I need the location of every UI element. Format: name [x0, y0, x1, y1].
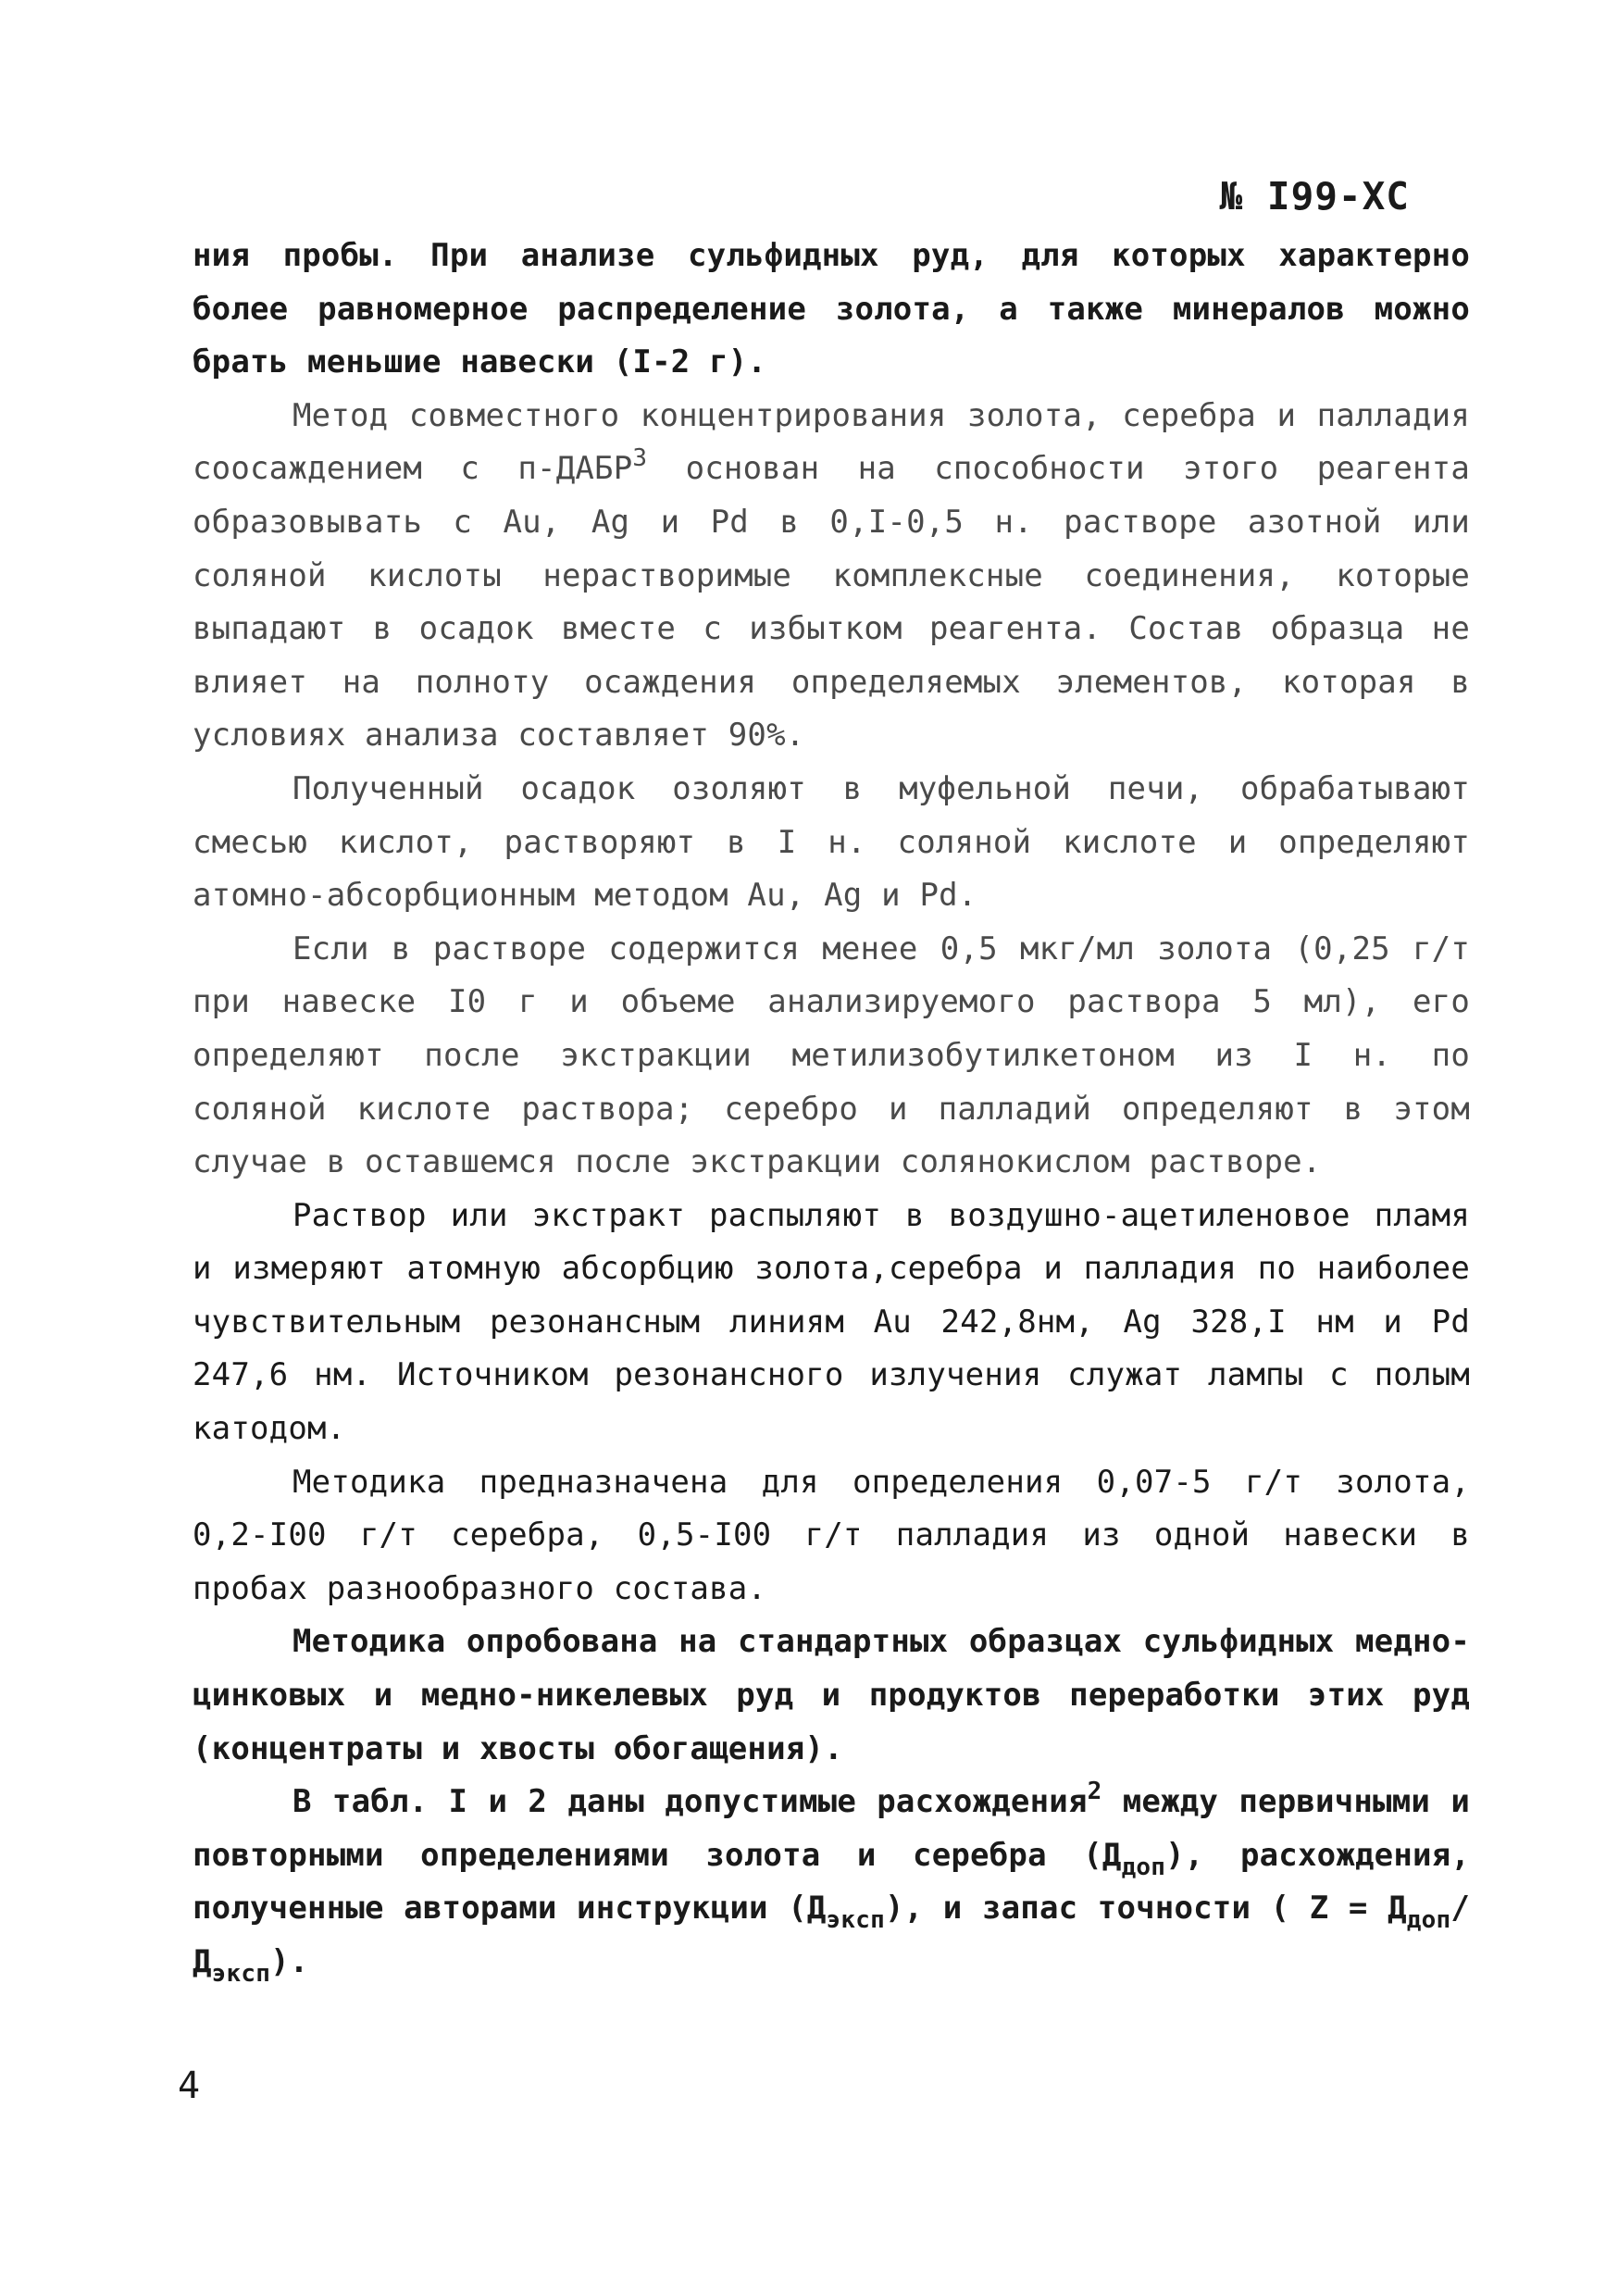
paragraph-tolerances	[193, 1776, 1470, 1989]
document-number: № I99-XC	[1219, 174, 1410, 218]
paragraph-text: основан на способности этого реагента образовывать с Au, Ag и Pd в 0,I-0,5 н. растворе азотной или соляной кислоты нерастворимые комплексные соединения, которые выпадают в осадок вместе с избытком реагента. Состав образца не влияет на полноту осаждения определяемых элементов, которая в условиях анализа составляет 90%.	[193, 450, 1470, 755]
paragraph-text: ), и запас точности ( Z = Д	[884, 1890, 1407, 1928]
paragraph-extraction: Если в растворе содержится менее 0,5 мкг/мл золота (0,25 г/т при навеске I0 г и объеме анализируемого раствора 5 мл), его определяют после экстракции метилизобутилкетоном из I н. по соляной кислоте раствора; серебро и палладий определяют в этом случае в оставшемся после экстракции солянокислом растворе.	[193, 930, 1470, 1181]
paragraph-method-purpose: Методика предназначена для определения 0,07-5 г/т золота, 0,2-I00 г/т серебра, 0,5-I00 г/т палладия из одной навески в пробах разнообразного состава.	[193, 1463, 1470, 1607]
subscript: доп	[1406, 1906, 1451, 1935]
paragraph-text: В табл. I и 2 даны допустимые расхождения	[292, 1783, 1088, 1821]
paragraph-text: между первичными и повторными определениями золота и серебра (Д	[193, 1783, 1470, 1874]
paragraph-atomic-absorption: Раствор или экстракт распыляют в воздушно-ацетиленовое пламя и измеряют атомную абсорбцию золота,серебра и палладия по наиболее чувствительным резонансным линиям Au 242,8нм, Ag 328,I нм и Pd 247,6 нм. Источником резонансного излучения служат лампы с полым катодом.	[193, 1196, 1470, 1448]
footnote-ref: 3	[632, 444, 648, 473]
paragraph-method-testing: Методика опробована на стандартных образцах сульфидных медно-цинковых и медно-никелевых руд и продуктов переработки этих руд (концентраты и хвосты обогащения).	[193, 1623, 1470, 1767]
body-text	[193, 230, 1470, 1990]
paragraph-ashing: Полученный осадок озоляют в муфельной печи, обрабатывают смесью кислот, растворяют в I н. соляной кислоте и определяют атомно-абсорбционным методом Au, Ag и Pd.	[193, 769, 1470, 915]
paragraph-text: Метод совместного концентрирования золота, серебра и палладия соосаждением с п-ДАБР	[193, 396, 1470, 488]
paragraph-method-description	[193, 390, 1470, 763]
page-number: 4	[178, 2065, 201, 2107]
paragraph-text: ), расхождения, полученные авторами инструкции (Д	[193, 1836, 1471, 1928]
subscript: эксп	[211, 1960, 271, 1988]
paragraph-text: /Д	[193, 1890, 1470, 1980]
paragraph-continuation: ния пробы. При анализе сульфидных руд, для которых характерно более равномерное распределение золота, а также минералов можно брать меньшие навески (I-2 г).	[193, 237, 1470, 381]
subscript: доп	[1121, 1853, 1166, 1881]
subscript: эксп	[826, 1906, 885, 1935]
footnote-ref: 2	[1087, 1778, 1102, 1806]
paragraph-text: ).	[270, 1943, 309, 1980]
